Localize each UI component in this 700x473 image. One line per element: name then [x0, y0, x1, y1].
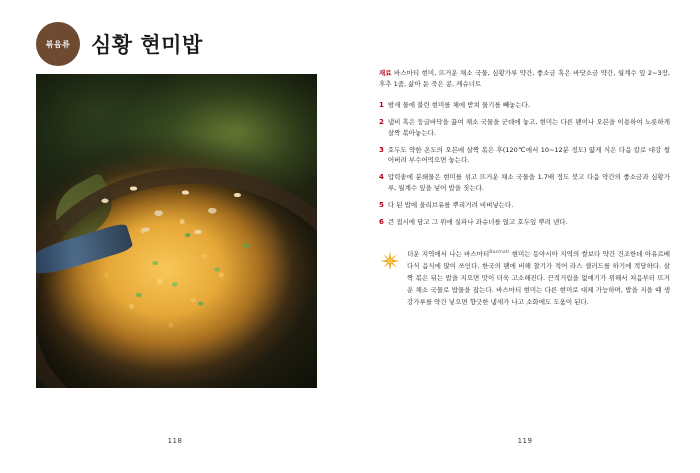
tip-lead: 더운 지역에서 나는 바스마티: [407, 250, 490, 258]
recipe-header: [36, 22, 203, 66]
ingredients-text: 바스마티 현미, 뜨거운 채소 국물, 심황가루 약간, 좋소금 혹은 바닷소금 약간, 월계수 잎 2~3장, 후추 1줌, 삶아 둔 죽은 콩, 캐슈너트: [379, 69, 670, 88]
step-number: 2: [379, 118, 384, 127]
tip-superscript: Basmati: [489, 249, 510, 255]
ingredients-label: 재료: [379, 69, 392, 77]
step-text: 호두도 약한 온도의 오븐에 살짝 볶은 후(120℃에서 10~12분 정도) 얇게 식은 다음 칼로 대강 썰어버려 부수어먹으면 놓는다.: [387, 145, 670, 165]
right-page: [350, 0, 700, 473]
list-item: [379, 100, 670, 111]
step-number: 4: [379, 173, 384, 182]
step-text: 냄비 혹은 둥글바닥을 끓여 채소 국물을 군데에 놓고, 현미는 다른 팬이나 오븐을 이용하여 노릇하게 살짝 볶아놓는다.: [387, 118, 670, 137]
list-item: [379, 172, 670, 193]
step-text: 밤새 물에 불린 현미를 체에 받쳐 물기를 빼놓는다.: [387, 101, 530, 109]
page-number-right: 119: [517, 437, 533, 445]
tip-text: [407, 248, 670, 308]
list-item: [379, 217, 670, 228]
list-item: [379, 117, 670, 138]
photo-image: [36, 74, 317, 388]
tip-rest: 현미는 동아시아 지역의 쌀보다 약간 건조한데 아유르베다식 음식에 많이 쓰인다. 한국의 팬에 비해 찰기가 적어 라스 샐러드를 하기에 적당하다. 살짝 볶은 뒤는 밥을 지으면 맛이 더욱 고소해진다. 끈적거림을 없애기가 위해서 처음부터 뜨거운 채소 국물로 밥물을 잡는다. 바스마티 현미는 다른 현미로 대체 가능하며, 밥을 지을 때 생강가루를 약간 넣으면 향긋한 냄새가 나고 소화에도 도움이 된다.: [407, 250, 670, 307]
step-text: 압력솥에 분쇄물은 현미를 섞고 뜨거운 채소 국물을 1.7배 정도 붓고 다음 약간의 좋소금과 심황가루, 월계수 잎을 넣어 밥을 짓는다.: [387, 173, 670, 192]
steps-list: [379, 100, 670, 234]
step-number: 6: [379, 217, 384, 226]
list-item: [379, 145, 670, 166]
ingredients-block: [379, 68, 670, 89]
page-number-left: 118: [167, 437, 183, 445]
tip-block: [379, 248, 670, 308]
star-icon: [379, 250, 401, 272]
page-title: 심황 현미밥: [91, 33, 203, 57]
step-number: 3: [379, 145, 384, 154]
step-number: 5: [379, 200, 384, 209]
step-number: 1: [379, 101, 384, 109]
step-text: 큰 접시에 담고 그 위에 실파나 과슈너를 얹고 호두잎 뿌려 낸다.: [387, 217, 568, 226]
step-text: 다 된 밥에 올리브유를 뿌리거려 비벼넣는다.: [387, 200, 514, 209]
category-badge: 볶음류: [36, 22, 80, 66]
photo-vignette: [36, 74, 317, 388]
recipe-photo: [36, 74, 317, 388]
list-item: [379, 200, 670, 211]
